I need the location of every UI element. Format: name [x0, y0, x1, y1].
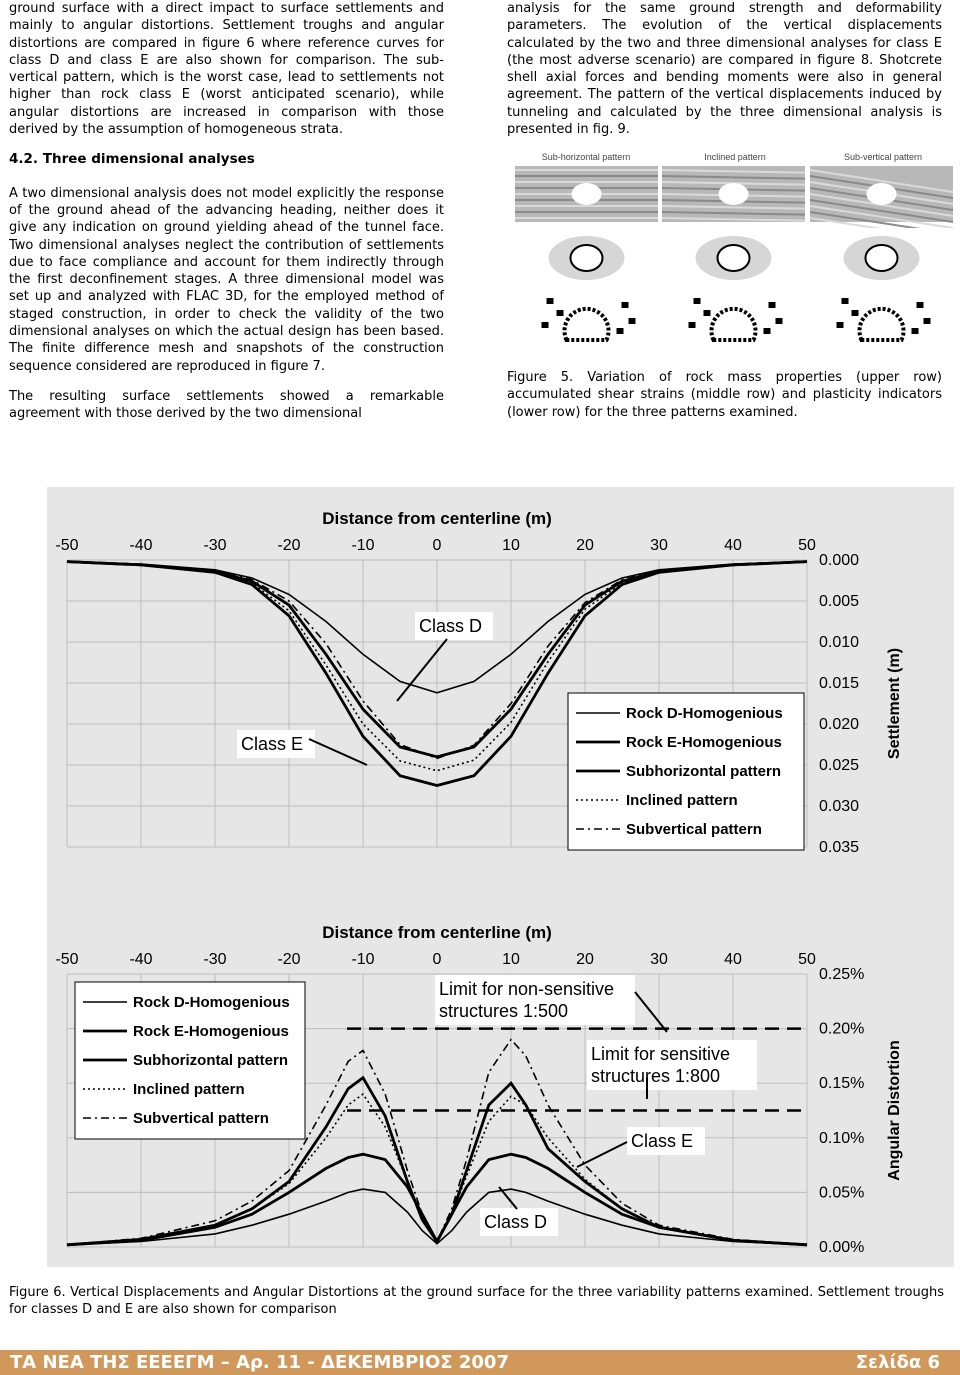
- y-tick-label: 0.025: [819, 757, 860, 774]
- y-tick-label: 0.15%: [819, 1075, 865, 1093]
- fig5-cell-rock-properties: [515, 166, 658, 222]
- annotation-label: structures 1:500: [439, 1001, 569, 1021]
- y-tick-label: 0.25%: [819, 966, 865, 983]
- y-axis-label: Angular Distortion: [886, 1040, 903, 1181]
- y-tick-label: 0.030: [819, 798, 860, 815]
- right-paragraph-1: analysis for the same ground strength and deformability parameters. The evolution of the vertical displacements calculated by the two and three dimensional analyses for class E (the most adverse scenario) are compared in figure 8. Shotcrete shell axial forces and bending moments were also in general agreement. The pattern of the vertical displacements induced by tunneling and calculated by the three dimensional analysis is presented in fig. 9.: [507, 1, 942, 138]
- y-tick-label: 0.020: [819, 716, 860, 733]
- y-tick-label: 0.005: [819, 593, 860, 610]
- figure5-titles: [542, 152, 922, 162]
- plastic-marker: [617, 328, 624, 334]
- annotation-label: Class D: [484, 1212, 548, 1232]
- left-paragraph-2: A two dimensional analysis does not model explicitly the response of the ground ahead of the advancing heading, neither does it give any indication on ground yielding ahead of the tunnel face. Two dimensional analyses neglect the contribution of settlements due to face compliance and account for them indirectly through the first deconfinement stages. A three dimensional model was set up and analyzed with FLAC 3D, for the employed method of staged construction, in order to check the validity of the two dimensional analyses on which the actual design has been based. The finite difference mesh and snapshots of the construction sequence considered are reproduced in figure 7.: [9, 185, 444, 374]
- tunnel-opening: [867, 183, 897, 205]
- x-tick-label: 30: [650, 951, 668, 968]
- left-paragraph-3: The resulting surface settlements showed a remarkable agreement with those derived by the two dimensional: [9, 388, 444, 422]
- y-tick-label: 0.00%: [819, 1239, 865, 1256]
- figure5-panels: [511, 150, 957, 349]
- tunnel-opening: [571, 245, 603, 271]
- tunnel-opening: [718, 245, 750, 271]
- plastic-marker: [689, 322, 696, 328]
- y-tick-label: 0.035: [819, 839, 860, 856]
- y-tick-label: 0.10%: [819, 1129, 865, 1147]
- plastic-marker: [837, 322, 844, 328]
- fig5-cell-shear-strain: [515, 228, 658, 284]
- x-tick-label: -40: [129, 537, 153, 554]
- fig5-cell-shear-strain: [810, 228, 953, 284]
- plastic-marker: [776, 318, 783, 324]
- y-tick-label: 0.015: [819, 675, 860, 692]
- annotation-label: Limit for non-sensitive: [439, 979, 615, 999]
- section-heading: 4.2. Three dimensional analyses: [9, 151, 255, 168]
- x-tick-label: -30: [203, 537, 227, 554]
- plastic-marker: [547, 298, 554, 304]
- right-text-column: [507, 0, 942, 151]
- x-tick-label: 10: [502, 951, 520, 968]
- annotation-label: Class E: [631, 1131, 694, 1151]
- y-axis-label: Settlement (m): [886, 647, 903, 760]
- plastic-marker: [557, 310, 564, 316]
- x-tick-label: 30: [650, 537, 668, 554]
- y-tick-label: 0.20%: [819, 1020, 865, 1038]
- legend-entry: Rock D-Homogenious: [133, 994, 290, 1011]
- figure5-caption: Figure 5. Variation of rock mass properties (upper row) accumulated shear strains (middle row) and plasticity indicators (lower row) for the three patterns examined.: [507, 370, 942, 420]
- y-tick-label: 0.000: [819, 552, 860, 569]
- fig5-cell-rock-properties: [662, 166, 805, 222]
- x-tick-label: -10: [351, 537, 375, 554]
- tunnel-opening: [719, 183, 749, 205]
- plastic-marker: [542, 322, 549, 328]
- plastic-marker: [704, 310, 711, 316]
- plastic-marker: [842, 298, 849, 304]
- x-tick-label: -30: [203, 951, 227, 968]
- x-tick-label: 0: [432, 537, 442, 554]
- x-tick-label: -50: [55, 951, 79, 968]
- figure6-caption: Figure 6. Vertical Displacements and Angular Distortions at the ground surface for the three variability patterns examined. Settlement troughs for classes D and E are also shown for comparison: [9, 1285, 944, 1318]
- plastic-marker: [764, 328, 771, 334]
- x-tick-label: 50: [798, 537, 816, 554]
- y-tick-label: 0.05%: [819, 1184, 865, 1202]
- x-tick-label: 40: [724, 951, 742, 968]
- x-tick-label: -50: [55, 537, 79, 554]
- tunnel-opening: [866, 245, 898, 271]
- fig5-cell-plasticity: [515, 292, 658, 348]
- annotation-label: Limit for sensitive: [591, 1044, 731, 1064]
- page-footer: [0, 1350, 960, 1375]
- tunnel-opening: [572, 183, 602, 205]
- panel-title-subvertical: Sub-vertical pattern: [843, 152, 923, 162]
- legend-entry: Inclined pattern: [133, 1081, 245, 1098]
- legend-entry: Rock E-Homogenious: [133, 1023, 289, 1040]
- plastic-marker: [917, 302, 924, 308]
- x-tick-label: 0: [432, 951, 442, 968]
- x-tick-label: 20: [576, 951, 594, 968]
- figure6-charts: [47, 487, 954, 1267]
- x-tick-label: 10: [502, 537, 520, 554]
- plastic-marker: [769, 302, 776, 308]
- plastic-marker: [852, 310, 859, 316]
- plastic-marker: [622, 302, 629, 308]
- x-tick-label: 50: [798, 951, 816, 968]
- x-tick-label: -10: [351, 951, 375, 968]
- left-paragraph-1: ground surface with a direct impact to surface settlements and mainly to angular distortions. Settlement troughs and angular distortions are compared in figure 6 where reference curves for class D and class E are also shown for comparison. The sub-vertical pattern, which is the worst case, lead to settlements not higher than rock class E (worst anticipated scenario), while angular distortions are increased in comparison with those derived by the assumption of homogeneous strata.: [9, 1, 444, 138]
- annotation-label: Class E: [241, 734, 304, 754]
- fig5-cell-shear-strain: [662, 228, 805, 284]
- y-tick-label: 0.010: [819, 634, 860, 651]
- x-tick-label: 20: [576, 537, 594, 554]
- legend-entry: Rock D-Homogenious: [626, 705, 783, 722]
- plastic-marker: [694, 298, 701, 304]
- plastic-marker: [629, 318, 636, 324]
- legend-entry: Inclined pattern: [626, 792, 738, 809]
- annotation-label: structures 1:800: [591, 1066, 721, 1086]
- fig5-cell-plasticity: [810, 292, 953, 348]
- fig5-cell-plasticity: [662, 292, 805, 348]
- chart-background: [47, 487, 954, 1267]
- chart-title: Distance from centerline (m): [322, 923, 552, 942]
- legend-entry: Subvertical pattern: [626, 821, 762, 838]
- legend-entry: Subhorizontal pattern: [133, 1052, 288, 1069]
- x-tick-label: -20: [277, 537, 301, 554]
- x-tick-label: 40: [724, 537, 742, 554]
- footer-journal-title: ΤΑ ΝΕΑ ΤΗΣ ΕΕΕΕΓΜ – Αρ. 11 - ΔΕΚΕΜΒΡΙΟΣ 2007: [10, 1352, 509, 1373]
- footer-page-number: Σελίδα 6: [855, 1352, 940, 1373]
- left-text-column: [9, 0, 444, 436]
- panel-title-subhorizontal: Sub-horizontal pattern: [541, 152, 631, 162]
- annotation-label: Class D: [419, 616, 483, 636]
- legend-entry: Rock E-Homogenious: [626, 734, 782, 751]
- x-tick-label: -20: [277, 951, 301, 968]
- plastic-marker: [912, 328, 919, 334]
- panel-title-inclined: Inclined pattern: [704, 152, 766, 162]
- legend-entry: Subhorizontal pattern: [626, 763, 781, 780]
- chart-title: Distance from centerline (m): [322, 509, 552, 528]
- legend-entry: Subvertical pattern: [133, 1110, 269, 1127]
- x-tick-label: -40: [129, 951, 153, 968]
- plastic-marker: [924, 318, 931, 324]
